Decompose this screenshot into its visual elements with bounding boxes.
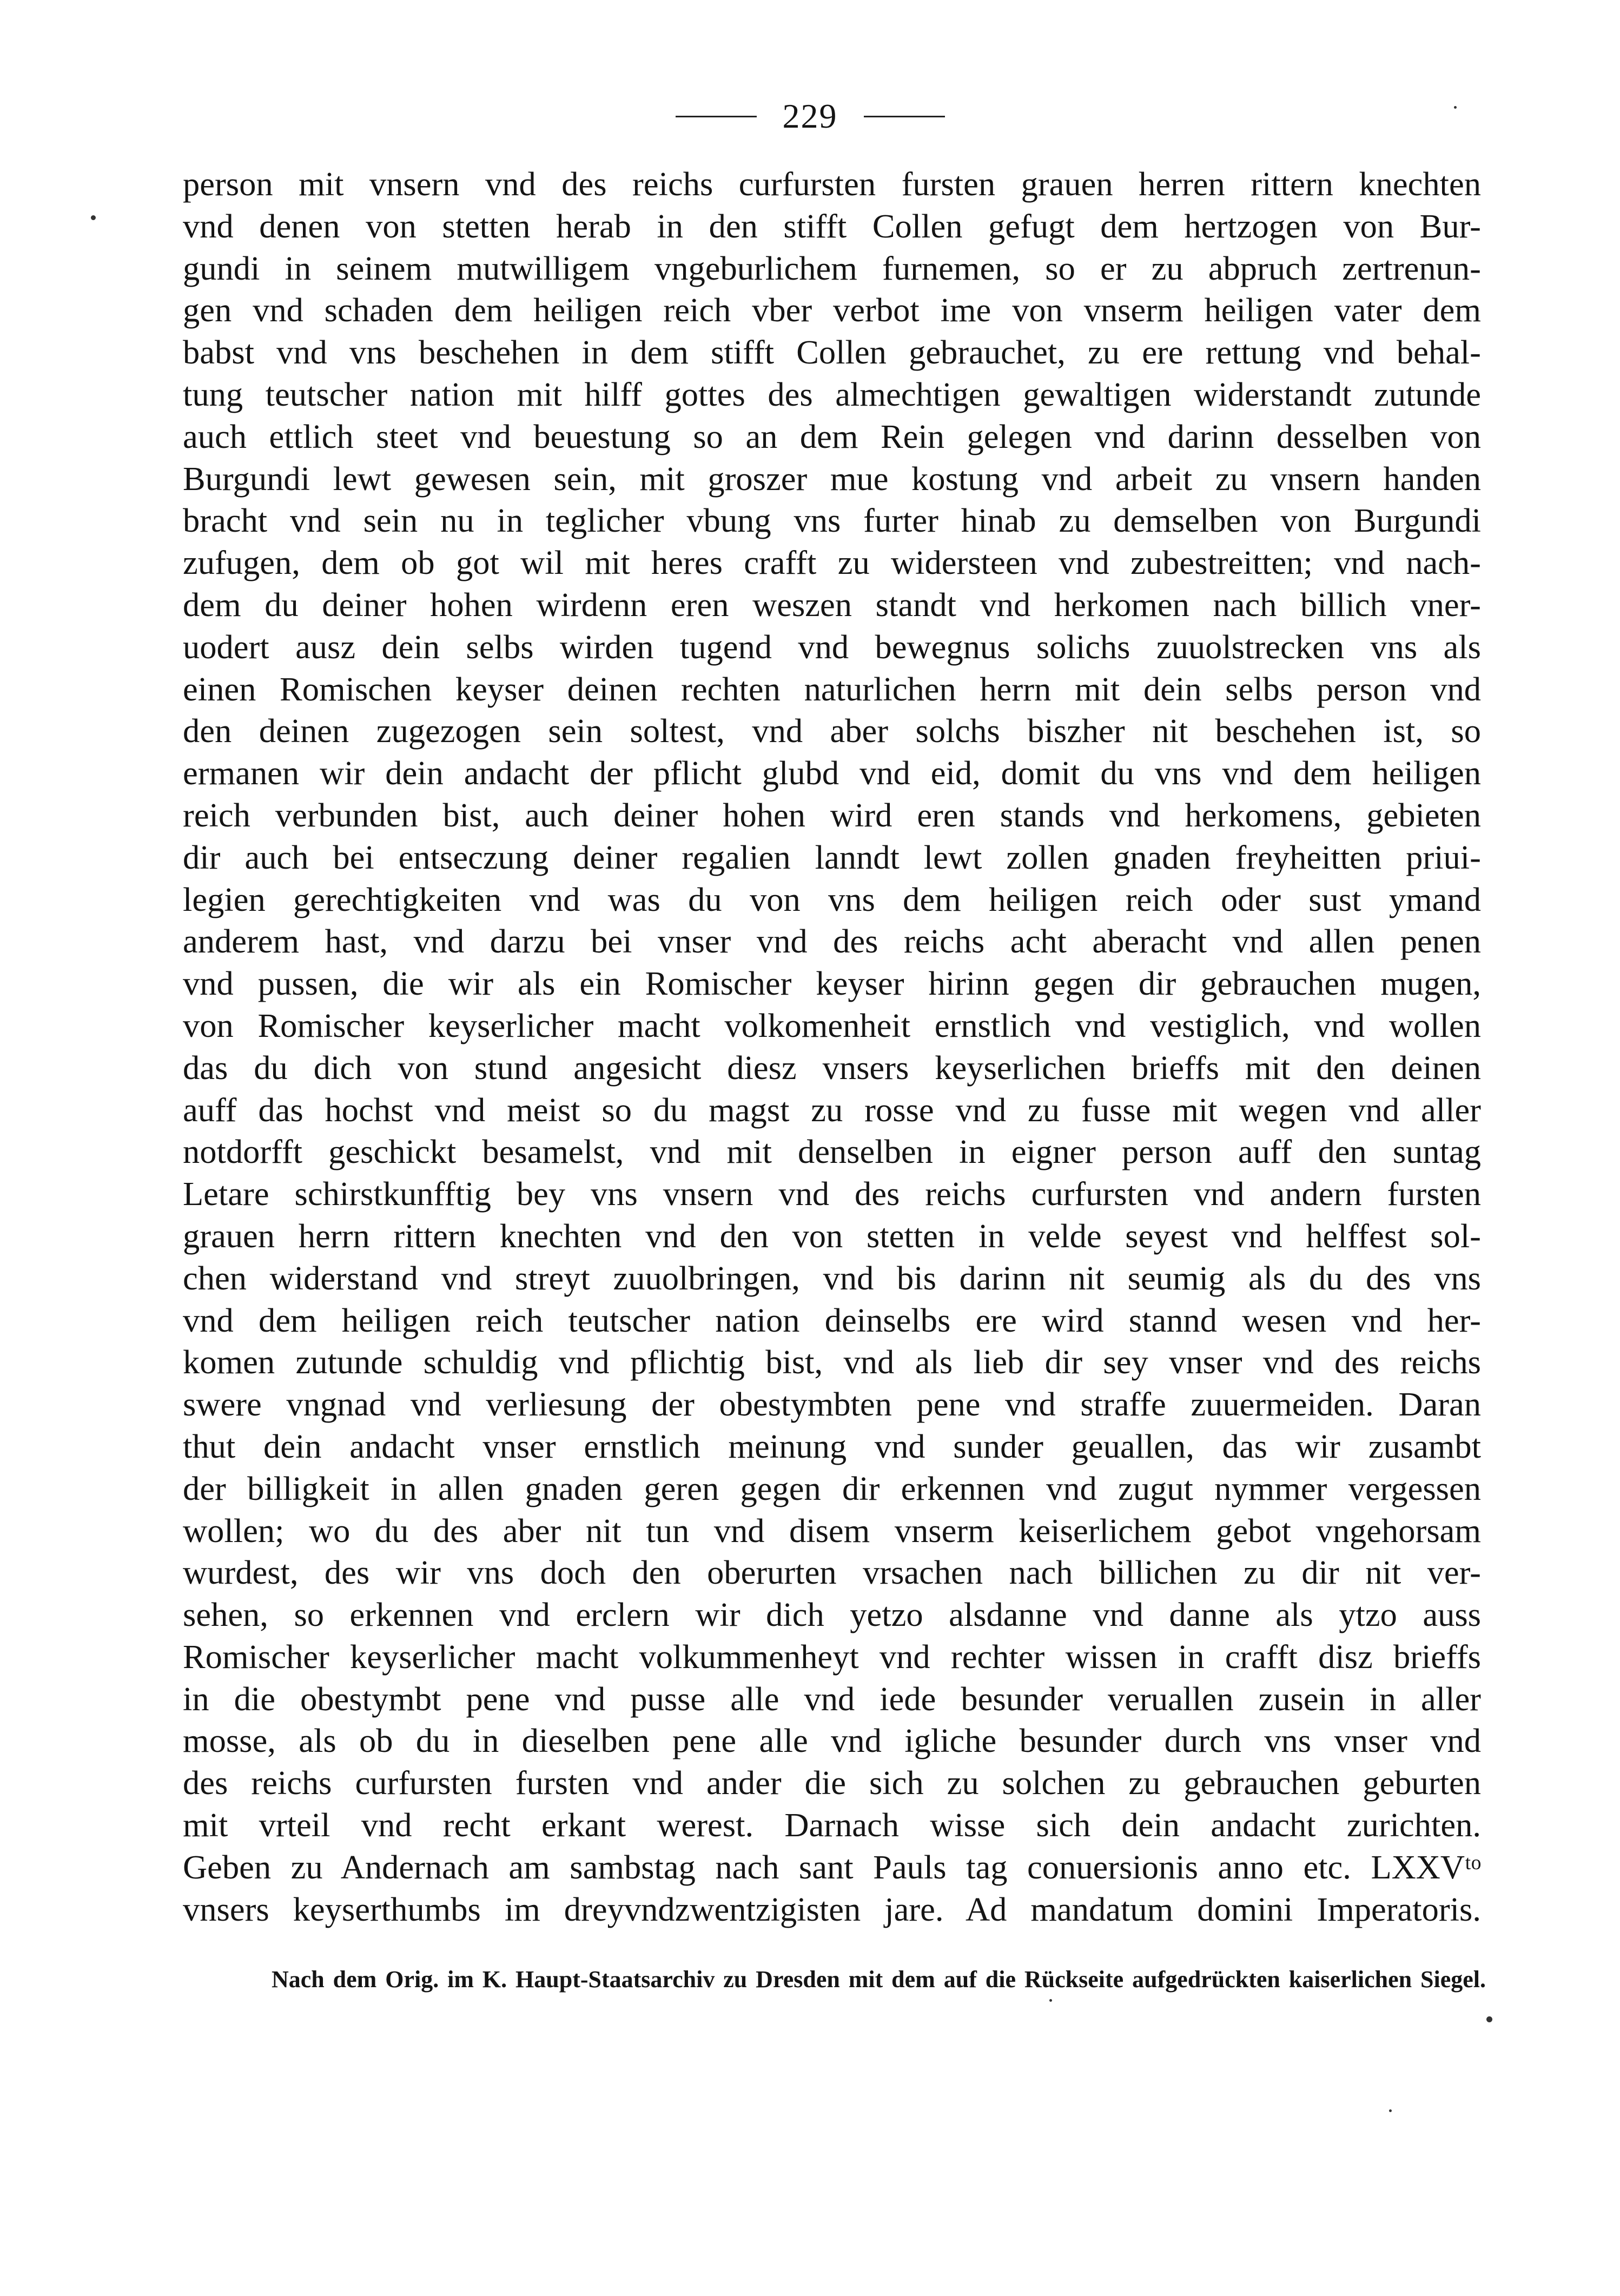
paper-speck [91,215,96,220]
header-rule-right [864,116,945,117]
text-line: dir auch bei entseczung deiner regalien lanndt lewt zollen gnaden freyheitten priui- [183,838,1481,876]
text-line: anderem hast, vnd darzu bei vnser vnd des reichs acht aberacht vnd allen penen [183,922,1481,961]
text-line: notdorfft geschickt besamelst, vnd mit denselben in eigner person auff den suntag [183,1133,1481,1171]
text-line: auch ettlich steet vnd beuestung so an dem Rein gelegen vnd darinn desselben von [183,417,1481,455]
text-line: ermanen wir dein andacht der pflicht glubd vnd eid, domit du vns vnd dem heiligen [183,754,1481,792]
text-line: gen vnd schaden dem heiligen reich vber verbot ime von vnserm heiligen vater dem [183,291,1481,329]
header-rule-left [676,116,757,117]
text-line: Letare schirstkunfftig bey vns vnsern vnd des reichs curfursten vnd andern fursten [183,1175,1481,1213]
text-line: grauen herrn rittern knechten vnd den von stetten in velde seyest vnd helffest sol- [183,1216,1481,1255]
paper-speck [1486,2016,1492,2022]
paper-speck [1454,106,1457,109]
text-line: swere vngnad vnd verliesung der obestymbten pene vnd straffe zuuermeiden. Daran [183,1385,1481,1424]
text-line: Burgundi lewt gewesen sein, mit groszer mue kostung vnd arbeit zu vnsern handen [183,459,1481,498]
text-line: wurdest, des wir vns doch den oberurten vrsachen nach billichen zu dir nit ver- [183,1553,1481,1592]
text-line: der billigkeit in allen gnaden geren gegen dir erkennen vnd zugut nymmer vergessen [183,1469,1481,1507]
text-line: auff das hochst vnd meist so du magst zu rosse vnd zu fusse mit wegen vnd aller [183,1090,1481,1129]
text-line: einen Romischen keyser deinen rechten naturlichen herrn mit dein selbs person vnd [183,670,1481,708]
text-line: wollen; wo du des aber nit tun vnd disem vnserm keiserlichem gebot vngehorsam [183,1511,1481,1550]
text-line: den deinen zugezogen sein soltest, vnd aber solchs biszher nit beschehen ist, so [183,712,1481,750]
text-line: vnd denen von stetten herab in den stifft Collen gefugt dem hertzogen von Bur- [183,207,1481,245]
text-line: reich verbunden bist, auch deiner hohen wird eren stands vnd herkomens, gebieten [183,796,1481,834]
paper-speck [1389,2109,1392,2112]
text-line: das du dich von stund angesicht diesz vnsers keyserlichen brieffs mit den deinen [183,1048,1481,1087]
body-text [183,163,1481,1930]
text-line: person mit vnsern vnd des reichs curfursten fursten grauen herren rittern knechten [183,165,1481,203]
text-line: tung teutscher nation mit hilff gottes des almechtigen gewaltigen widerstandt zutunde [183,375,1481,413]
text-line: mit vrteil vnd recht erkant werest. Darnach wisse sich dein andacht zurichten. [183,1806,1481,1844]
text-line: sehen, so erkennen vnd erclern wir dich yetzo alsdanne vnd danne als ytzo auss [183,1596,1481,1634]
text-line: in die obestymbt pene vnd pusse alle vnd iede besunder veruallen zusein in aller [183,1679,1481,1718]
text-line: von Romischer keyserlicher macht volkomenheit ernstlich vnd vestiglich, vnd wollen [183,1006,1481,1044]
text-line: mosse, als ob du in dieselben pene alle vnd igliche besunder durch vns vnser vnd [183,1722,1481,1760]
text-line: des reichs curfursten fursten vnd ander die sich zu solchen zu gebrauchen geburten [183,1764,1481,1802]
source-footnote: Nach dem Orig. im K. Haupt-Staatsarchiv zu Dresden mit dem auf die Rückseite aufgedrückten kaiserlichen Siegel. [272,1966,1486,1993]
text-line: vnsers keyserthumbs im dreyvndzwentzigisten jare. Ad mandatum domini Imperatoris. [183,1890,1481,1928]
text-line: vnd dem heiligen reich teutscher nation deinselbs ere wird stannd wesen vnd her- [183,1301,1481,1339]
text-line: chen widerstand vnd streyt zuuolbringen, vnd bis darinn nit seumig als du des vns [183,1259,1481,1297]
text-line: gundi in seinem mutwilligem vngeburlichem furnemen, so er zu abpruch zertrenun- [183,249,1481,287]
page-number: 229 [782,97,838,135]
text-line: bracht vnd sein nu in teglicher vbung vns furter hinab zu demselben von Burgundi [183,501,1481,540]
text-line: uodert ausz dein selbs wirden tugend vnd bewegnus solichs zuuolstrecken vns als [183,627,1481,666]
text-line: komen zutunde schuldig vnd pflichtig bist, vnd als lieb dir sey vnser vnd des reichs [183,1343,1481,1381]
text-line: babst vnd vns beschehen in dem stifft Collen gebrauchet, zu ere rettung vnd behal- [183,333,1481,372]
text-line: legien gerechtigkeiten vnd was du von vns dem heiligen reich oder sust ymand [183,880,1481,918]
text-line: dem du deiner hohen wirdenn eren weszen standt vnd herkomen nach billich vner- [183,585,1481,624]
paper-speck [1049,1999,1052,2002]
text-line: zufugen, dem ob got wil mit heres crafft zu widersteen vnd zubestreitten; vnd nach- [183,544,1481,582]
page-header [0,92,1620,141]
text-line: vnd pussen, die wir als ein Romischer keyser hirinn gegen dir gebrauchen mugen, [183,964,1481,1003]
text-line: Romischer keyserlicher macht volkummenheyt vnd rechter wissen in crafft disz brieffs [183,1637,1481,1676]
text-line: thut dein andacht vnser ernstlich meinung vnd sunder geuallen, das wir zusambt [183,1427,1481,1465]
text-line: Geben zu Andernach am sambstag nach sant Pauls tag conuersionis anno etc. LXXVᵗᵒ [183,1848,1481,1886]
